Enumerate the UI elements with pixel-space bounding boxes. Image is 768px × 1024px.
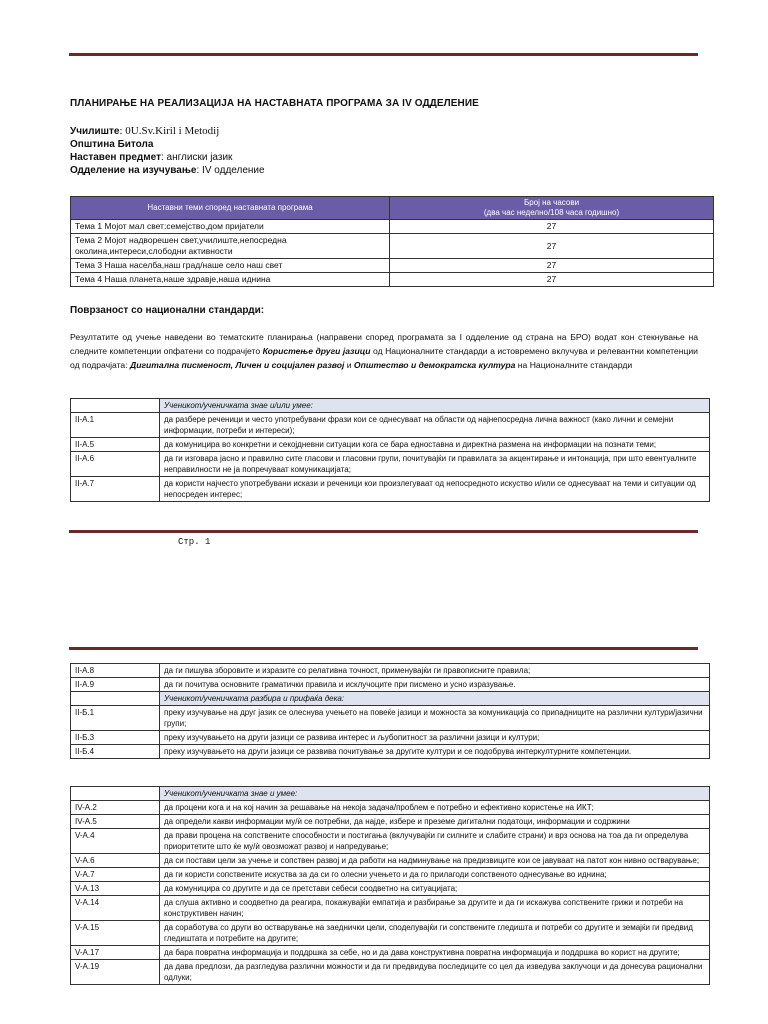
grade-label: Одделение на изучување — [70, 165, 197, 176]
theme-cell: Тема 2 Мојот надворешен свет,училиште,непосредна околина,интереси,слободни активности — [71, 234, 390, 259]
text-cell: преку изучувањето на други јазици се развива почитување за другите култури и се подобрува интеркултурните компетенции. — [160, 745, 710, 759]
code-cell: V-A.15 — [71, 921, 160, 946]
table-row — [71, 273, 714, 287]
table-row — [71, 678, 710, 692]
code-cell: V-A.7 — [71, 868, 160, 882]
para-text-1: Резултатите од учење наведени во тематските планирања (направени според програмата за I одделение од страна на БРО) водат кон стекнување на следните компетенции опфатени со подрачјето — [70, 332, 698, 356]
code-cell: II-Б.3 — [71, 731, 160, 745]
hours-cell: 27 — [390, 259, 714, 273]
table-row — [71, 854, 710, 868]
para-italic-2: Дигитална писменост, Личен и социјален развој — [130, 360, 345, 370]
hours-header-line1: Број на часови — [523, 198, 580, 207]
empty-cell — [71, 399, 160, 413]
municipality: Општина Битола — [70, 139, 154, 150]
table-row — [71, 664, 710, 678]
para-text-4: на Националните стандарди — [515, 360, 633, 370]
code-cell: II-A.5 — [71, 438, 160, 452]
code-cell: V-A.13 — [71, 882, 160, 896]
code-cell: II-Б.1 — [71, 706, 160, 731]
topics-col2-header — [390, 197, 714, 220]
table-subheader: Ученикот/ученичката знае и/или умее: — [160, 399, 710, 413]
page2-top-rule — [69, 647, 698, 650]
text-cell: да користи најчесто употребувани искази и реченици кои произлегуваат од непосредното искуство и/или се однесуваат на теми и ситуации од непосреден интерес; — [160, 477, 710, 502]
standards-table-2 — [70, 663, 710, 759]
table-header-row — [71, 399, 710, 413]
theme-cell: Тема 3 Наша населба,наш град/наше село наш свет — [71, 259, 390, 273]
page-title: ПЛАНИРАЊЕ НА РЕАЛИЗАЦИЈА НА НАСТАВНАТА ПРОГРАМА ЗА IV ОДДЕЛЕНИЕ — [70, 98, 479, 109]
subject-value: : англиски јазик — [160, 152, 233, 163]
para-text-3: и — [344, 360, 354, 370]
code-cell: IV-A.5 — [71, 815, 160, 829]
text-cell: да слуша активно и соодветно да реагира, покажувајќи емпатија и разбирање за другите и да ги искажува сопствените грижи и потреби на конструктивен начин; — [160, 896, 710, 921]
school-label: Училиште — [70, 126, 120, 137]
text-cell: да разбере реченици и често употребувани фрази кои се однесуваат на области од најнепосредна лична важност (како лични и семејни информации, потреби и интереси); — [160, 413, 710, 438]
table-row — [71, 896, 710, 921]
standards-table-1 — [70, 398, 710, 502]
hours-cell: 27 — [390, 234, 714, 259]
table-row — [71, 706, 710, 731]
theme-cell: Тема 1 Мојот мал свет:семејство,дом пријатели — [71, 220, 390, 234]
table-row — [71, 413, 710, 438]
code-cell: II-A.6 — [71, 452, 160, 477]
text-cell: да ги почитува основните граматички правила и исклучоците при писмено и усно изразување. — [160, 678, 710, 692]
page-bottom-rule — [69, 530, 698, 533]
text-cell: преку изучувањето на други јазици се развива интерес и љубопитност за различни јазици и култури; — [160, 731, 710, 745]
grade-line — [70, 164, 700, 177]
table-row — [71, 801, 710, 815]
hours-cell: 27 — [390, 273, 714, 287]
table-row — [71, 452, 710, 477]
page-number: Стр. 1 — [178, 537, 211, 547]
text-cell: преку изучување на друг јазик се олеснува учењето на повеќе јазици и можноста за комуникација со припадниците на различни култури/јазични групи; — [160, 706, 710, 731]
code-cell: II-A.7 — [71, 477, 160, 502]
para-italic-3: Општество и демократска култура — [353, 360, 516, 370]
text-cell: да комуницира со другите и да се претстави себеси соодветно на ситуацијата; — [160, 882, 710, 896]
code-cell: IV-A.2 — [71, 801, 160, 815]
table-row — [71, 259, 714, 273]
text-cell: да определи какви информации му/ѝ се потребни, да најде, избере и преземе дигитални податоци, информации и содржини — [160, 815, 710, 829]
table-row — [71, 234, 714, 259]
subject-line — [70, 151, 700, 164]
table-row — [71, 220, 714, 234]
table-row — [71, 868, 710, 882]
table-subheader: Ученикот/ученичката разбира и прифаќа дека: — [160, 692, 710, 706]
text-cell: да прави процена на сопствените способности и постигања (вклучувајќи ги силните и слабите страни) и врз основа на тоа да ги определува приоритетите што ќе му/ѝ овозможат развој и напредување; — [160, 829, 710, 854]
code-cell: V-A.17 — [71, 946, 160, 960]
section-title: Поврзаност со национални стандарди: — [70, 305, 265, 316]
code-cell: V-A.6 — [71, 854, 160, 868]
table-subheader: Ученикот/ученичката знае и умее: — [160, 787, 710, 801]
standards-paragraph — [70, 330, 698, 372]
code-cell: V-A.14 — [71, 896, 160, 921]
grade-value: : IV одделение — [196, 165, 265, 176]
text-cell: да ги изговара јасно и правилно сите гласови и гласовни групи, почитувајќи ги правилата за акцентирање и интонација, при што евентуалните неправилности не ја попречуваат комуникацијата; — [160, 452, 710, 477]
table-row — [71, 815, 710, 829]
table-row — [71, 960, 710, 985]
code-cell: V-A.4 — [71, 829, 160, 854]
table-row — [71, 946, 710, 960]
table-row — [71, 882, 710, 896]
para-italic-1: Користење други јазици — [262, 346, 371, 356]
topics-col1-header: Наставни теми според наставната програма — [71, 197, 390, 220]
school-line — [70, 125, 700, 138]
table-header-row — [71, 692, 710, 706]
text-cell: да ги пишува зборовите и изразите со релативна точност, применувајќи ги правописните правила; — [160, 664, 710, 678]
school-value: : 0U.Sv.Kiril i Metodij — [119, 125, 220, 137]
code-cell: II-A.9 — [71, 678, 160, 692]
text-cell: да дава предлози, да разгледува различни можности и да ги предвидува последиците со цел да изведува заклучоци и да донесува рационални одлуки; — [160, 960, 710, 985]
code-cell: II-A.1 — [71, 413, 160, 438]
standards-table-3 — [70, 786, 710, 985]
text-cell: да бара повратна информација и поддршка за себе, но и да дава конструктивна повратна информација и поддршка во корист на другите; — [160, 946, 710, 960]
text-cell: да процени кога и на кој начин за решавање на некоја задача/проблем е потребно и ефективно користење на ИКТ; — [160, 801, 710, 815]
hours-cell: 27 — [390, 220, 714, 234]
topics-header-row — [71, 197, 714, 220]
table-header-row — [71, 787, 710, 801]
text-cell: да си постави цели за учење и сопствен развој и да работи на надминување на предизвиците кои се јавуваат на патот кон нивно остварување; — [160, 854, 710, 868]
meta-block — [70, 125, 700, 177]
text-cell: да ги користи сопствените искуства за да си го олесни учењето и да го прилагоди сопственото однесување во иднина; — [160, 868, 710, 882]
municipality-line — [70, 138, 700, 151]
table-row — [71, 829, 710, 854]
table-row — [71, 477, 710, 502]
text-cell: да соработува со други во остварување на заеднички цели, споделувајќи ги сопствените гледишта и потреби со другите и земајќи ги предвид гледиштата и потребите на другите; — [160, 921, 710, 946]
empty-cell — [71, 692, 160, 706]
table-row — [71, 731, 710, 745]
code-cell: II-A.8 — [71, 664, 160, 678]
code-cell: II-Б.4 — [71, 745, 160, 759]
code-cell: V-A.19 — [71, 960, 160, 985]
top-rule — [69, 53, 698, 56]
table-row — [71, 438, 710, 452]
subject-label: Наставен предмет — [70, 152, 161, 163]
table-row — [71, 745, 710, 759]
text-cell: да комуницира во конкретни и секојдневни ситуации кога се бара едноставна и директна размена на информации на познати теми; — [160, 438, 710, 452]
para-text-2: од Националните стандарди а истовремено вклучува и релевантни компетенции од подрачјата: — [70, 346, 698, 370]
hours-header-line2: (два час неделно/108 часа годишно) — [483, 208, 620, 217]
empty-cell — [71, 787, 160, 801]
topics-table — [70, 196, 714, 287]
table-row — [71, 921, 710, 946]
theme-cell: Тема 4 Наша планета,наше здравје,наша иднина — [71, 273, 390, 287]
